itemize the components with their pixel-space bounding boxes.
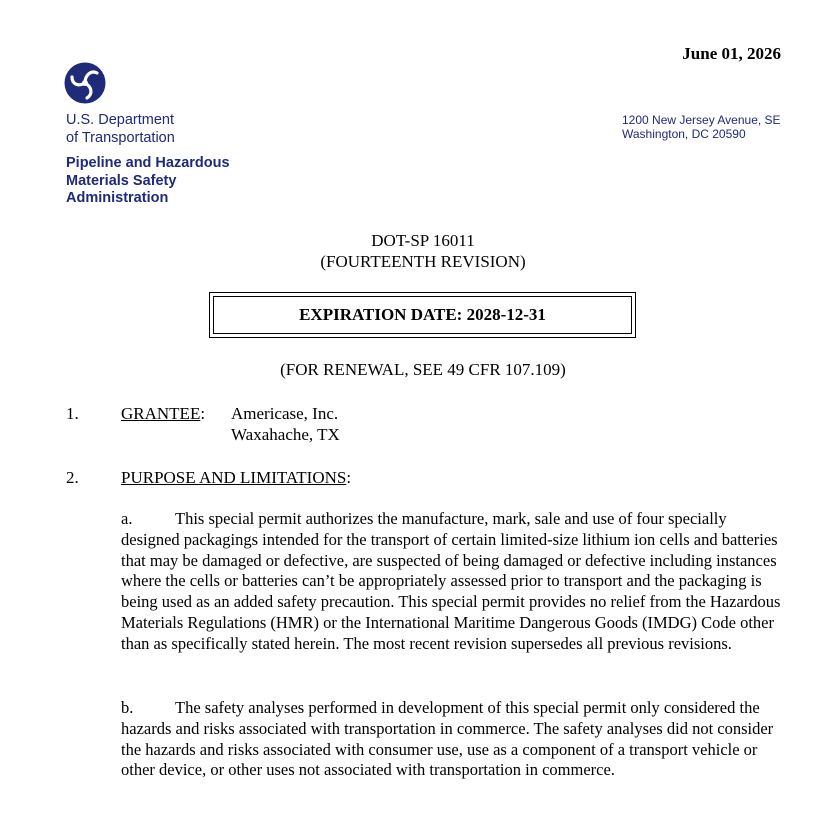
paragraph-2a: [121, 509, 781, 655]
purpose-colon: :: [346, 468, 352, 487]
section-1-number: 1.: [66, 404, 79, 423]
grantee-details: [231, 403, 340, 445]
permit-number: DOT-SP 16011: [371, 231, 475, 250]
paragraph-2a-letter: a.: [121, 509, 133, 528]
dot-logo-graphic: [64, 62, 106, 104]
grantee-location: Waxahache, TX: [231, 425, 340, 444]
paragraph-2a-text: This special permit authorizes the manufacture, mark, sale and use of four specially designed packagings intended for the transport of certain limited-size lithium ion cells and batteries that may be damaged or defective, are suspected of being damaged or defective including instances where the cells or batteries can’t be appropriately assessed prior to transport and the packaging is being used as an added safety precaution. This special permit provides no relief from the Hazardous Materials Regulations (HMR) or the International Maritime Dangerous Goods (IMDG) Code other than as specifically stated herein. The most recent revision supersedes all previous revisions.: [121, 509, 781, 653]
address-line-1: 1200 New Jersey Avenue, SE: [622, 113, 781, 127]
section-1-heading: [121, 403, 205, 424]
expiration-date: EXPIRATION DATE: 2028-12-31: [213, 296, 632, 334]
paragraph-2b: [121, 698, 781, 781]
grantee-colon: :: [200, 404, 206, 423]
dot-triskelion-logo: [64, 62, 106, 104]
agency-line-2: Materials Safety: [66, 172, 177, 189]
revision-label: (FOURTEENTH REVISION): [320, 252, 526, 271]
agency-line-1: Pipeline and Hazardous: [66, 155, 230, 171]
grantee-name: Americase, Inc.: [231, 404, 339, 423]
grantee-label: GRANTEE: [121, 404, 201, 423]
address-line-2: Washington, DC 20590: [622, 127, 746, 141]
section-2-number: 2.: [66, 468, 79, 487]
department-line-2: of Transportation: [66, 130, 175, 146]
agency-name: [66, 155, 230, 208]
paragraph-2b-letter: b.: [121, 698, 134, 717]
department-line-1: U.S. Department: [66, 112, 174, 128]
paragraph-2b-text: The safety analyses performed in development of this special permit only considered the hazards and risks associated with transportation in commerce. The safety analyses did not consider the hazards and risks associated with consumer use, use as a component of a transport vehicle or other device, or other uses not associated with transportation in commerce.: [121, 698, 774, 780]
agency-address: [622, 113, 781, 141]
purpose-label: PURPOSE AND LIMITATIONS: [121, 468, 347, 487]
document-identifier: [0, 230, 838, 272]
letter-date: June 01, 2026: [682, 44, 781, 63]
expiration-box: [209, 292, 636, 338]
section-2-heading: [121, 467, 351, 488]
renewal-note: (FOR RENEWAL, SEE 49 CFR 107.109): [280, 360, 566, 379]
agency-line-3: Administration: [66, 190, 169, 206]
department-name: [66, 111, 175, 147]
